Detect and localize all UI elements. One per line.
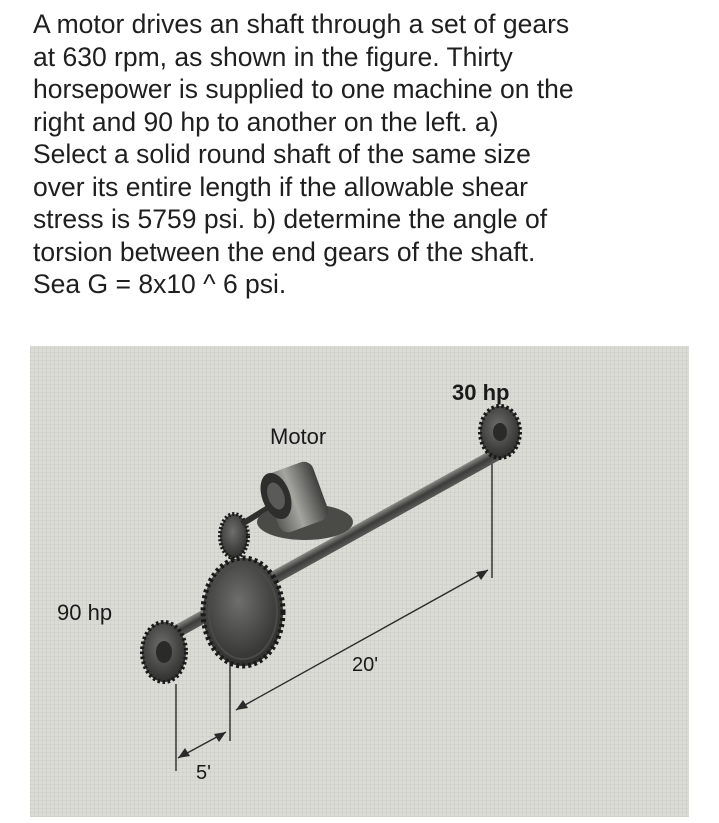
problem-line: Sea G = 8x10 ^ 6 psi. — [33, 269, 287, 299]
problem-line: horsepower is supplied to one machine on the — [33, 74, 574, 104]
problem-line: stress is 5759 psi. b) determine the angle of — [33, 204, 548, 234]
shaft-diagram — [30, 346, 689, 817]
problem-line: right and 90 hp to another on the left. a) — [33, 106, 499, 137]
problem-line: Select a solid round shaft of the same size — [33, 139, 531, 169]
dimension-label-long: 20' — [352, 654, 379, 676]
motor-label: Motor — [270, 424, 327, 449]
shaft-gear-figure — [30, 346, 689, 817]
right-end-gear — [480, 406, 520, 458]
problem-line: torsion between the end gears of the shaft. — [33, 236, 536, 267]
left-end-gear — [142, 622, 186, 682]
problem-line: at 630 rpm, as shown in the figure. Thirty — [33, 41, 513, 72]
dimension-label-short: 5' — [196, 762, 211, 784]
problem-statement — [33, 8, 703, 301]
right-power-label: 30 hp — [452, 380, 510, 405]
left-power-label: 90 hp — [57, 600, 113, 625]
problem-line: over its entire length if the allowable shear — [33, 171, 528, 202]
problem-line: A motor drives an shaft through a set of gears — [33, 9, 570, 39]
large-gear — [203, 558, 283, 666]
